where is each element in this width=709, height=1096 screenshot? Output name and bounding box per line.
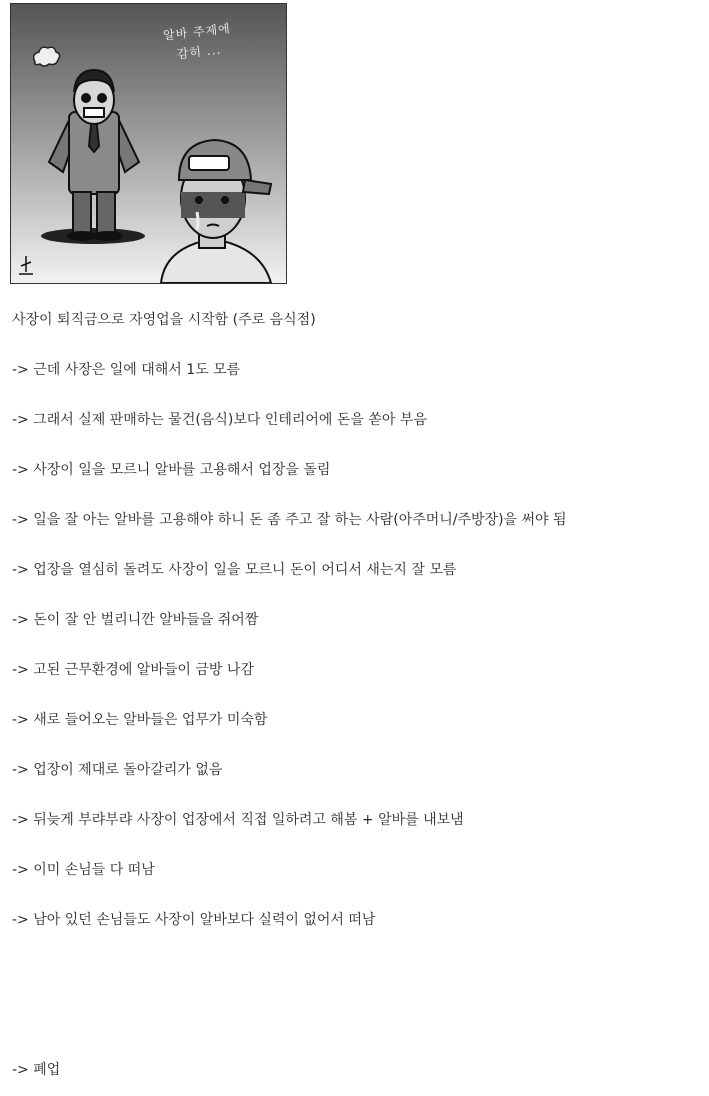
post-line: -> 사장이 일을 모르니 알바를 고용해서 업장을 돌림 xyxy=(12,462,331,478)
speech-line-2: 감히 ... xyxy=(176,42,222,62)
post-line: -> 고된 근무환경에 알바들이 금방 나감 xyxy=(12,662,254,678)
post-line: -> 뒤늦게 부랴부랴 사장이 업장에서 직접 일하려고 해봄 + 알바를 내보냄 xyxy=(12,812,464,828)
cartoon-illustration xyxy=(10,3,287,284)
post-line: -> 일을 잘 아는 알바를 고용해야 하니 돈 좀 주고 잘 하는 사람(아주머니/주방장)을 써야 됨 xyxy=(12,512,567,528)
post-line: -> 근데 사장은 일에 대해서 1도 모름 xyxy=(12,362,241,378)
post-line: -> 업장이 제대로 돌아갈리가 없음 xyxy=(12,762,223,778)
speech-line-1: 알바 주제에 xyxy=(162,21,232,43)
post-line: 사장이 퇴직금으로 자영업을 시작함 (주로 음식점) xyxy=(12,312,316,328)
post-line: -> 돈이 잘 안 벌리니깐 알바들을 쥐어짬 xyxy=(12,612,259,628)
post-line: -> 이미 손님들 다 떠남 xyxy=(12,862,155,878)
post-line: -> 새로 들어오는 알바들은 업무가 미숙함 xyxy=(12,712,268,728)
post-line: -> 업장을 열심히 돌려도 사장이 일을 모르니 돈이 어디서 새는지 잘 모름 xyxy=(12,562,457,578)
post-line: -> 그래서 실제 판매하는 물건(음식)보다 인테리어에 돈을 쏟아 부음 xyxy=(12,412,427,428)
post-line: -> 남아 있던 손님들도 사장이 알바보다 실력이 없어서 떠남 xyxy=(12,912,376,928)
post-line: -> 폐업 xyxy=(12,1062,61,1078)
